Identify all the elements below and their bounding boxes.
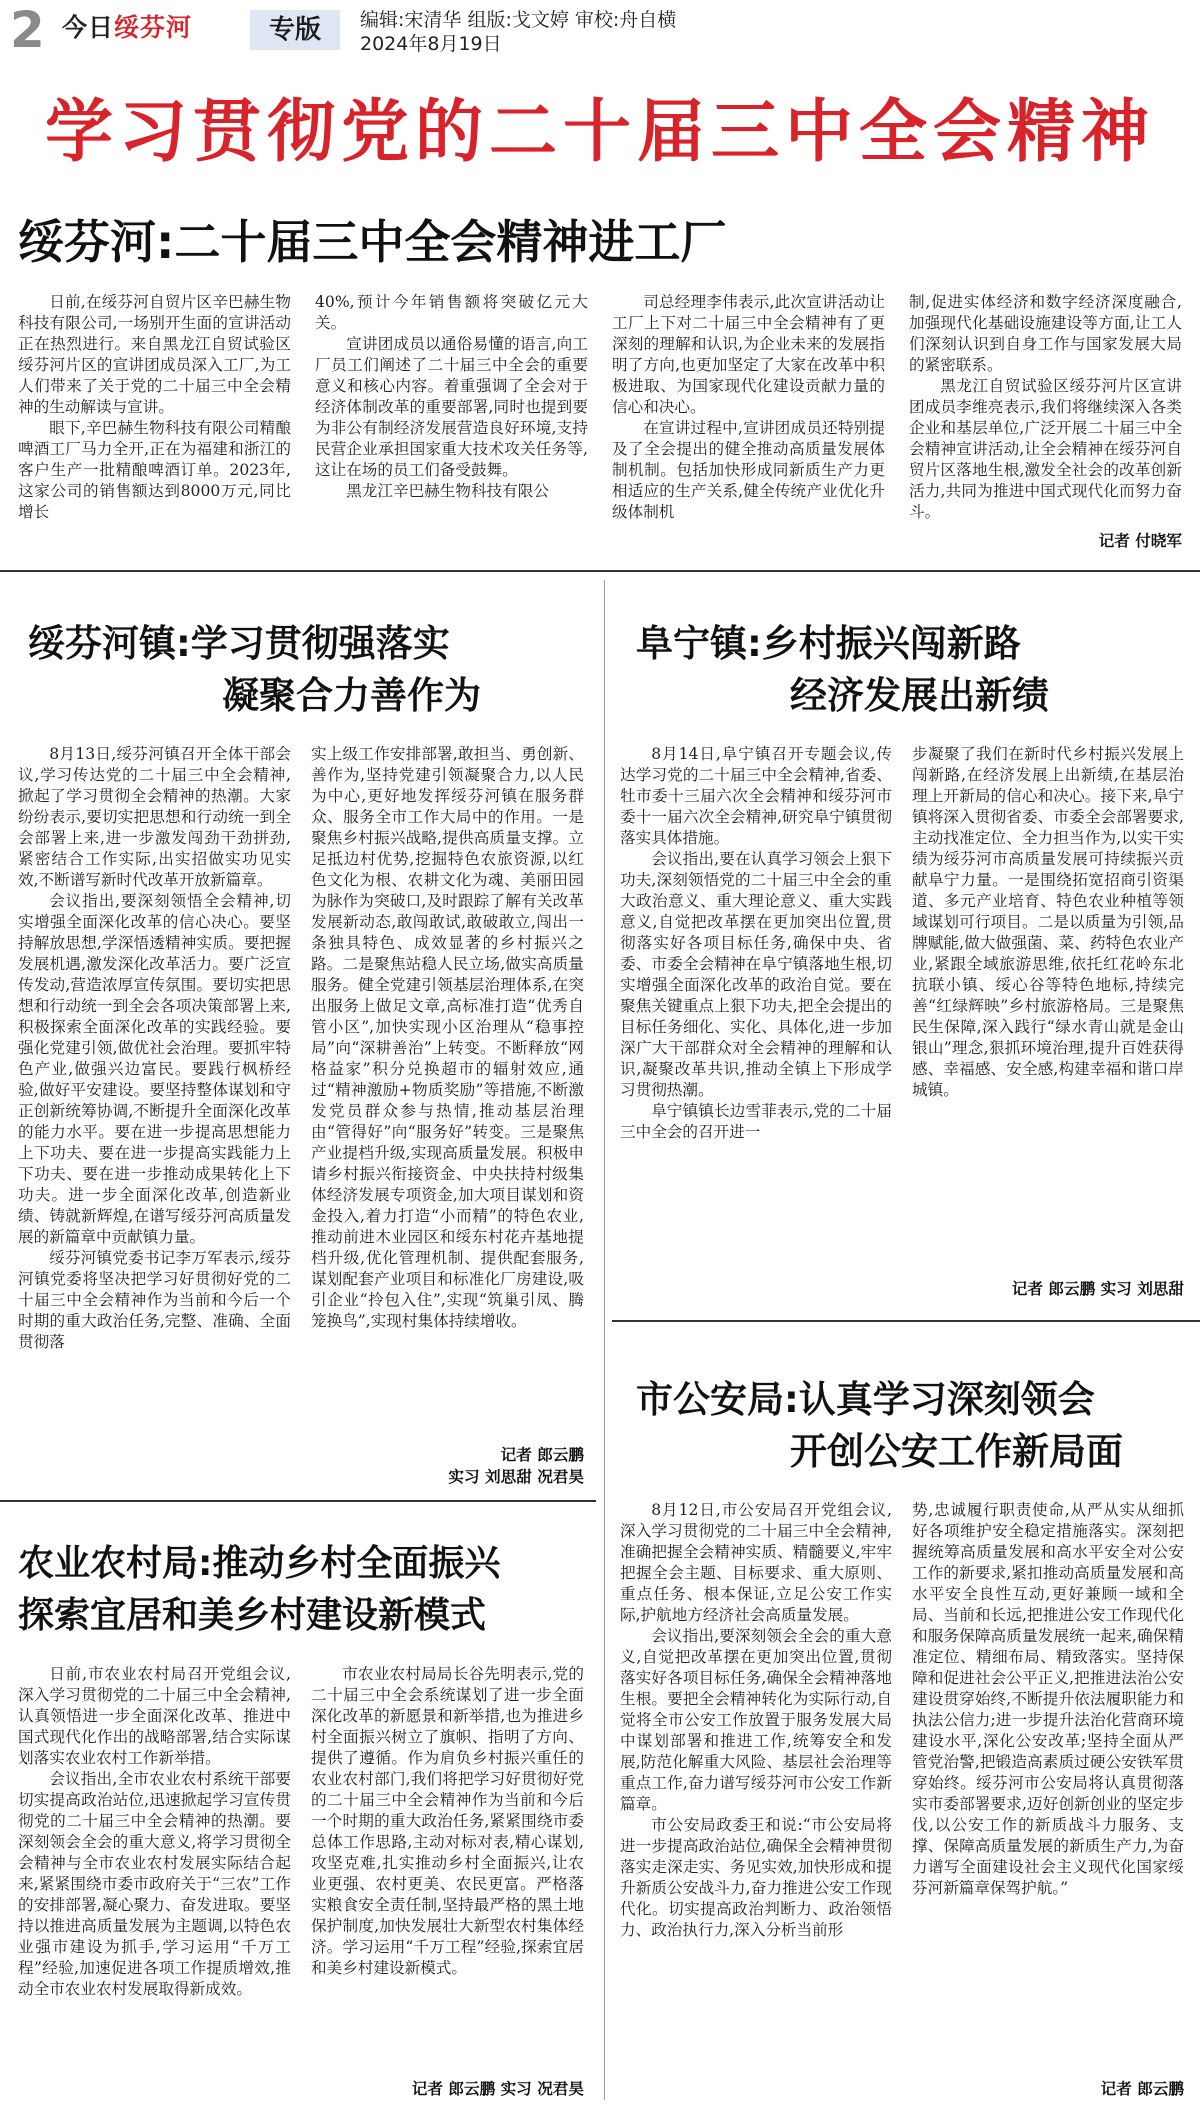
article5-column-1: 8月12日,市公安局召开党组会议,深入学习贯彻党的二十届三中全会精神,准确把握全会精神实质、精髓要义,牢牢把握全会主题、目标要求、重大原则、重点任务、根本保证,立足公安工作实际,护航地方经济社会高质量发展。 会议指出,要深刻领会全会的重大意义,自觉把改革摆在更加突出位置,贯彻落实好各项目标任务,确保全会精神落地生根。要把全会精神转化为实际行动,自觉将全市公安工作放置于服务发展大局中谋划部署和推进工作,统筹安全和发展,防范化解重大风险、基层社会治理等重点工作,奋力谱写绥芬河市公安工作新篇章。 市公安局政委王和说:“市公安局将进一步提高政治站位,确保全会精神贯彻落实走深走实、务见实效,加快形成和提升新质公安战斗力,奋力推进公安工作现代化。切实提高政治判断力、政治领悟力、政治执行力,深入分析当前形 bbox=[620, 1501, 892, 1939]
section-tag: 专版 bbox=[250, 10, 340, 50]
paper-name bbox=[62, 12, 192, 44]
article1-column-3: 司总经理李伟表示,此次宣讲活动让工厂上下对二十届三中全会精神有了更深刻的理解和认识,为企业未来的发展指明了方向,也更加坚定了大家在改革中积极进取、为国家现代化建设贡献力量的信心和决心。 在宣讲过程中,宣讲团成员还特别提及了全会提出的健全推动高质量发展体制机制。包括加快形成同新质生产力更相适应的生产关系,健全传统产业优化升级体制机 bbox=[612, 293, 885, 521]
article4-body bbox=[18, 1664, 584, 2068]
article1-body bbox=[18, 292, 1182, 556]
article4-column-2: 市农业农村局局长谷先明表示,党的二十届三中全会系统谋划了进一步全面深化改革的新愿景和新举措,也为推进乡村全面振兴树立了旗帜、指明了方向、提供了遵循。作为肩负乡村振兴重任的农业农村部门,我们将把学习好贯彻好党的二十届三中全会精神作为当前和今后一个时期的重大政治任务,紧紧围绕市委总体工作思路,主动对标对表,精心谋划,攻坚克难,扎实推动乡村全面振兴,让农业更强、农村更美、农民更富。严格落实粮食安全责任制,坚持最严格的黑土地保护制度,加快发展壮大新型农村集体经济。学习运用“千万工程”经验,探索宜居和美乡村建设新模式。 bbox=[311, 1665, 584, 1977]
divider-top bbox=[0, 570, 1200, 572]
page-number: 2 bbox=[10, 1, 45, 59]
article3-byline: 记者 郎云鹏 实习 刘思甜 bbox=[1011, 1280, 1184, 1298]
article4-byline: 记者 郎云鹏 实习 况君昊 bbox=[411, 2080, 584, 2098]
article3-column-2: 步凝聚了我们在新时代乡村振兴发展上闯新路,在经济发展上出新绩,在基层治理上开新局的信心和决心。接下来,阜宁镇将深入贯彻省委、市委全会部署要求,主动找准定位、全力担当作为,以实干实绩为绥芬河市高质量发展可持续振兴贡献阜宁力量。一是围绕拓宽招商引资渠道、多元产业培育、特色农业种植等领域谋划可行项目。二是以质量为引领,品牌赋能,做大做强菌、菜、药特色农业产业,紧跟全域旅游思维,依托红花岭东北抗联小镇、绥心谷等特色地标,持续完善“红绿辉映”乡村旅游格局。三是聚焦民生保障,深入践行“绿水青山就是金山银山”理念,狠抓环境治理,提升百姓获得感、幸福感、安全感,构建幸福和谐口岸城镇。 bbox=[912, 745, 1184, 1099]
article5-headline-line2: 开创公安工作新局面 bbox=[790, 1430, 1123, 1473]
article1-byline: 记者 付晓军 bbox=[1098, 532, 1182, 550]
divider-left-mid bbox=[0, 1500, 596, 1502]
article1-column-2: 40%,预计今年销售额将突破亿元大关。 宣讲团成员以通俗易懂的语言,向工厂员工们阐述了二十届三中全会的重要意义和核心内容。着重强调了全会对于经济体制改革的重要部署,同时也提到要为非公有制经济发展营造良好环境,支持民营企业承担国家重大技术攻关任务等,这让在场的员工们备受鼓舞。 黑龙江辛巴赫生物科技有限公 bbox=[315, 293, 588, 500]
article2-byline-interns: 实习 刘思甜 况君昊 bbox=[448, 1468, 584, 1486]
article3-column-1: 8月14日,阜宁镇召开专题会议,传达学习党的二十届三中全会精神,省委、牡市委十三届六次全会精神和绥芬河市委十一届六次全会精神,研究阜宁镇贯彻落实具体措施。 会议指出,要在认真学习领会上狠下功夫,深刻领悟党的二十届三中全会的重大政治意义、重大理论意义、重大实践意义,自觉把改革摆在更加突出位置,贯彻落实好各项目标任务,确保中央、省委、市委全会精神在阜宁镇落地生根,切实增强全面深化改革的政治自觉。要在聚焦关键重点上狠下功夫,把全会提出的目标任务细化、实化、具体化,进一步加深广大干部群众对全会精神的理解和认识,凝聚改革共识,推动全镇上下形成学习贯彻热潮。 阜宁镇镇长边雪菲表示,党的二十届三中全会的召开进一 bbox=[620, 745, 892, 1141]
article5-byline: 记者 郎云鹏 bbox=[1100, 2080, 1184, 2098]
publication-date: 2024年8月19日 bbox=[360, 33, 502, 55]
article4-headline-line1: 农业农村局:推动乡村全面振兴 bbox=[18, 1543, 501, 1584]
article4-headline-line2: 探索宜居和美乡村建设新模式 bbox=[18, 1595, 487, 1636]
editors-line: 编辑:宋清华 组版:戈文婷 审校:舟自横 bbox=[360, 9, 677, 31]
article4-column-1: 日前,市农业农村局召开党组会议,深入学习贯彻党的二十届三中全会精神,认真领悟进一步全面深化改革、推进中国式现代化作出的战略部署,结合实际谋划落实农业农村工作新举措。 会议指出,全市农业农村系统干部要切实提高政治站位,迅速掀起学习宣传贯彻党的二十届三中全会精神的热潮。要深刻领会全会的重大意义,将学习贯彻全会精神与全市农业农村发展实际结合起来,紧紧围绕市委市政府关于“三农”工作的安排部署,凝心聚力、奋发进取。要坚持以推进高质量发展为主题调,以特色农业强市建设为抓手,学习运用“千万工程”经验,加速促进各项工作提质增效,推动全市农业农村发展取得新成效。 bbox=[18, 1665, 291, 1998]
article2-column-2: 实上级工作安排部署,敢担当、勇创新、善作为,坚持党建引领凝聚合力,以人民为中心,更好地发挥绥芬河镇在服务群众、服务全市工作大局中的作用。一是聚焦乡村振兴战略,提供高质量支撑。立足抵边村优势,挖掘特色农旅资源,以红色文化为根、农耕文化为魂、美丽田园为脉作为突破口,及时跟踪了解有关改革发展新动态,敢闯敢试,敢破敢立,闯出一条独具特色、成效显著的乡村振兴之路。二是聚焦站稳人民立场,做实高质量服务。健全党建引领基层治理体系,在突出服务上做足文章,高标准打造“优秀自管小区”,加快实现小区治理从“稳事控局”向“深耕善治”上转变。不断释放“网格益家”积分兑换超市的辐射效应,通过“精神激励+物质奖励”等措施,不断激发党员群众参与热情,推动基层治理由“管得好”向“服务好”转变。三是聚焦产业提档升级,实现高质量发展。积极申请乡村振兴衔接资金、中央扶持村级集体经济发展专项资金,加大项目谋划和资金投入,着力打造“小而精”的特色农业,推动前进木业园区和绥东村花卉基地提档升级,优化管理机制、提供配套服务,谋划配套产业项目和标准化厂房建设,吸引企业“拎包入住”,实现“筑巢引凤、腾笼换鸟”,实现村集体持续增收。 bbox=[311, 745, 584, 1330]
article1-column-1: 日前,在绥芬河自贸片区辛巴赫生物科技有限公司,一场别开生面的宣讲活动正在热烈进行。来自黑龙江自贸试验区绥芬河片区的宣讲团成员深入工厂,为工人们带来了关于党的二十届三中全会精神的生动解读与宣讲。 眼下,辛巴赫生物科技有限公司精酿啤酒工厂马力全开,正在为福建和浙江的客户生产一批精酿啤酒订单。2023年,这家公司的销售额达到8000万元,同比增长 bbox=[18, 293, 291, 521]
paper-name-prefix: 今日 bbox=[62, 13, 115, 42]
article3-headline-line2: 经济发展出新绩 bbox=[790, 674, 1049, 717]
article2-column-1: 8月13日,绥芬河镇召开全体干部会议,学习传达党的二十届三中全会精神,掀起了学习贯彻全会精神的热潮。大家纷纷表示,要切实把思想和行动统一到全会部署上来,进一步激发闯劲干劲拼劲,紧密结合工作实际,出实招做实功见实效,不断谱写新时代改革开放新篇章。 会议指出,要深刻领悟全会精神,切实增强全面深化改革的信心决心。要坚持解放思想,学深悟透精神实质。要把握发展机遇,激发深化改革活力。要广泛宣传发动,营造浓厚宣传氛围。要切实把思想和行动统一到全会各项决策部署上来,积极探索全面深化改革的实践经验。要强化党建引领,做优社会治理。要抓牢特色产业,做强兴边富民。要践行枫桥经验,做好平安建设。要坚持整体谋划和守正创新统筹协调,不断提升全面深化改革的能力水平。要在进一步提高思想能力上下功夫、要在进一步提高实践能力上下功夫、要在进一步推动成果转化上下功夫。进一步全面深化改革,创造新业绩、铸就新辉煌,在谱写绥芬河高质量发展的新篇章中贡献镇力量。 绥芬河镇党委书记李万军表示,绥芬河镇党委将坚决把学习好贯彻好党的二十届三中全会精神作为当前和今后一个时期的重大政治任务,完整、准确、全面贯彻落 bbox=[18, 745, 291, 1351]
article2-body bbox=[18, 744, 584, 1484]
article1-column-4: 制,促进实体经济和数字经济深度融合,加强现代化基础设施建设等方面,让工人们深刻认识到自身工作与国家发展大局的紧密联系。 黑龙江自贸试验区绥芬河片区宣讲团成员李维亮表示,我们将继续深入各类企业和基层单位,广泛开展二十届三中全会精神宣讲活动,让全会精神在绥芬河自贸片区落地生根,激发全社会的改革创新活力,共同为推进中国式现代化而努力奋斗。 bbox=[909, 293, 1182, 521]
paper-name-city: 绥芬河 bbox=[114, 13, 193, 42]
column-divider-vertical bbox=[604, 580, 605, 2100]
article3-headline-line1: 阜宁镇:乡村振兴闯新路 bbox=[636, 622, 1021, 665]
article2-headline-line1: 绥芬河镇:学习贯彻强落实 bbox=[28, 622, 450, 665]
article2-byline-reporter: 记者 郎云鹏 bbox=[500, 1446, 584, 1464]
article1-headline: 绥芬河:二十届三中全会精神进工厂 bbox=[18, 215, 727, 269]
article3-body bbox=[620, 744, 1184, 1284]
article2-headline-line2: 凝聚合力善作为 bbox=[222, 674, 481, 717]
page-main-title: 学习贯彻党的二十届三中全会精神 bbox=[44, 93, 1155, 172]
article5-column-2: 势,忠诚履行职责使命,从严从实从细抓好各项维护安全稳定措施落实。深刻把握统筹高质量发展和高水平安全对公安工作的新要求,紧扣推动高质量发展和高水平安全良性互动,更好兼顾一域和全局、当前和长远,把推进公安工作现代化和服务保障高质量发展统一起来,确保精准定位、精细布局、精致落实。坚持保障和促进社会公平正义,把推进法治公安建设贯穿始终,不断提升依法履职能力和执法公信力;进一步提升法治化营商环境建设水平,深化公安改革;坚持全面从严管党治警,把锻造高素质过硬公安铁军贯穿始终。绥芬河市公安局将认真贯彻落实市委部署要求,迈好创新创业的坚定步伐,以公安工作的新质战斗力服务、支撑、保障高质量发展的新质生产力,为奋力谱写全面建设社会主义现代化国家绥芬河新篇章保驾护航。” bbox=[912, 1501, 1184, 1897]
divider-right-mid bbox=[612, 1320, 1200, 1322]
masthead bbox=[0, 0, 1200, 62]
article5-body bbox=[620, 1500, 1184, 2072]
article5-headline-line1: 市公安局:认真学习深刻领会 bbox=[636, 1378, 1095, 1421]
